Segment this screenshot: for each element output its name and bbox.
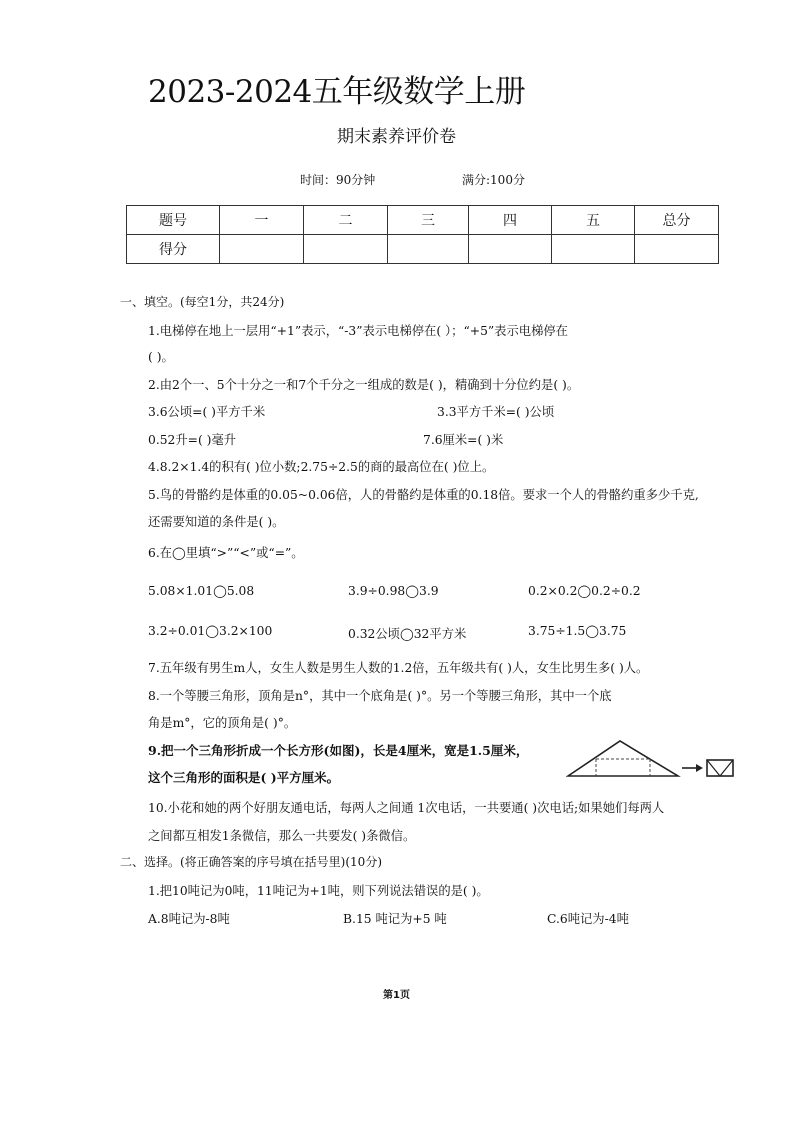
option-c: C.6吨记为-4吨 <box>547 912 629 926</box>
table-header-cell: 总分 <box>635 206 719 235</box>
page-subtitle: 期末素养评价卷 <box>337 127 456 147</box>
triangle-fold-figure <box>566 738 736 780</box>
question-8-line-1: 8.一个等腰三角形，顶角是n°，其中一个底角是( )°。另一个等腰三角形，其中一个底 <box>148 689 612 703</box>
table-header-cell: 一 <box>220 206 304 235</box>
question-7: 7.五年级有男生m人，女生人数是男生人数的1.2倍，五年级共有( )人，女生比男生多( )人。 <box>148 661 649 675</box>
question-10-line-2: 之间都互相发1条微信，那么一共要发( )条微信。 <box>148 829 416 843</box>
table-header-cell: 二 <box>304 206 388 235</box>
question-3-d: 7.6厘米=( )米 <box>423 433 504 447</box>
score-table-row <box>127 235 719 264</box>
table-header-cell: 题号 <box>127 206 220 235</box>
full-score: 满分:100分 <box>462 173 525 187</box>
question-1-line-1: 1.电梯停在地上一层用“+1”表示，“-3”表示电梯停在( ）；“+5”表示电梯停在 <box>148 324 568 338</box>
score-cell[interactable] <box>388 235 469 264</box>
question-3-c: 0.52升=( )毫升 <box>148 433 237 447</box>
score-table-header-row <box>127 206 719 235</box>
table-header-cell: 三 <box>388 206 469 235</box>
choice-question-1: 1.把10吨记为0吨，11吨记为+1吨，则下列说法错误的是( )。 <box>148 884 489 898</box>
question-6-item: 0.2×0.2◯0.2÷0.2 <box>528 584 641 598</box>
question-3-b: 3.3平方千米=( )公顷 <box>437 405 555 419</box>
question-6-item: 3.9÷0.98◯3.9 <box>348 584 439 598</box>
question-1-line-2: ( )。 <box>148 350 174 364</box>
table-row-label: 得分 <box>127 235 220 264</box>
question-2: 2.由2个一、5个十分之一和7个千分之一组成的数是( )，精确到十分位约是( )。 <box>148 378 580 392</box>
section-1-title: 一、填空。(每空1分，共24分) <box>120 295 285 309</box>
folded-triangle-lines <box>707 760 733 776</box>
rectangle-shape <box>707 760 733 776</box>
question-9-line-2: 这个三角形的面积是( )平方厘米。 <box>148 770 340 785</box>
question-5-line-2: 还需要知道的条件是( )。 <box>148 515 285 529</box>
page-number: 第1页 <box>383 990 410 1001</box>
page-title: 2023-2024五年级数学上册 <box>148 74 526 110</box>
score-cell[interactable] <box>552 235 635 264</box>
question-9-line-1: 9.把一个三角形折成一个长方形(如图)，长是4厘米，宽是1.5厘米， <box>148 743 529 758</box>
score-cell[interactable] <box>635 235 719 264</box>
arrow-head-icon <box>696 764 703 772</box>
question-6-item: 3.75÷1.5◯3.75 <box>528 624 627 638</box>
question-8-line-2: 角是m°，它的顶角是( )°。 <box>148 716 297 730</box>
question-6-item: 5.08×1.01◯5.08 <box>148 584 255 598</box>
score-cell[interactable] <box>304 235 388 264</box>
section-2-title: 二、选择。(将正确答案的序号填在括号里)(10分) <box>120 855 382 869</box>
question-4: 4.8.2×1.4的积有( )位小数;2.75÷2.5的商的最高位在( )位上。 <box>148 460 495 474</box>
question-5-line-1: 5.鸟的骨骼约是体重的0.05~0.06倍，人的骨骼约是体重的0.18倍。要求一个人的骨骼约重多少千克, <box>148 488 699 502</box>
option-a: A.8吨记为-8吨 <box>148 912 230 926</box>
question-10-line-1: 10.小花和她的两个好朋友通电话，每两人之间通 1次电话，一共要通( )次电话;如果她们每两人 <box>148 801 665 815</box>
table-header-cell: 四 <box>469 206 552 235</box>
question-6-item: 3.2÷0.01◯3.2×100 <box>148 624 273 638</box>
question-6: 6.在◯里填“>”“<”或“=”。 <box>148 546 304 560</box>
score-table <box>126 205 719 264</box>
score-cell[interactable] <box>469 235 552 264</box>
table-header-cell: 五 <box>552 206 635 235</box>
score-cell[interactable] <box>220 235 304 264</box>
option-b: B.15 吨记为+5 吨 <box>343 912 447 926</box>
question-3-a: 3.6公顷=( )平方千米 <box>148 405 266 419</box>
exam-time: 时间：90分钟 <box>300 173 376 187</box>
question-6-item: 0.32公顷◯32平方米 <box>348 627 467 641</box>
